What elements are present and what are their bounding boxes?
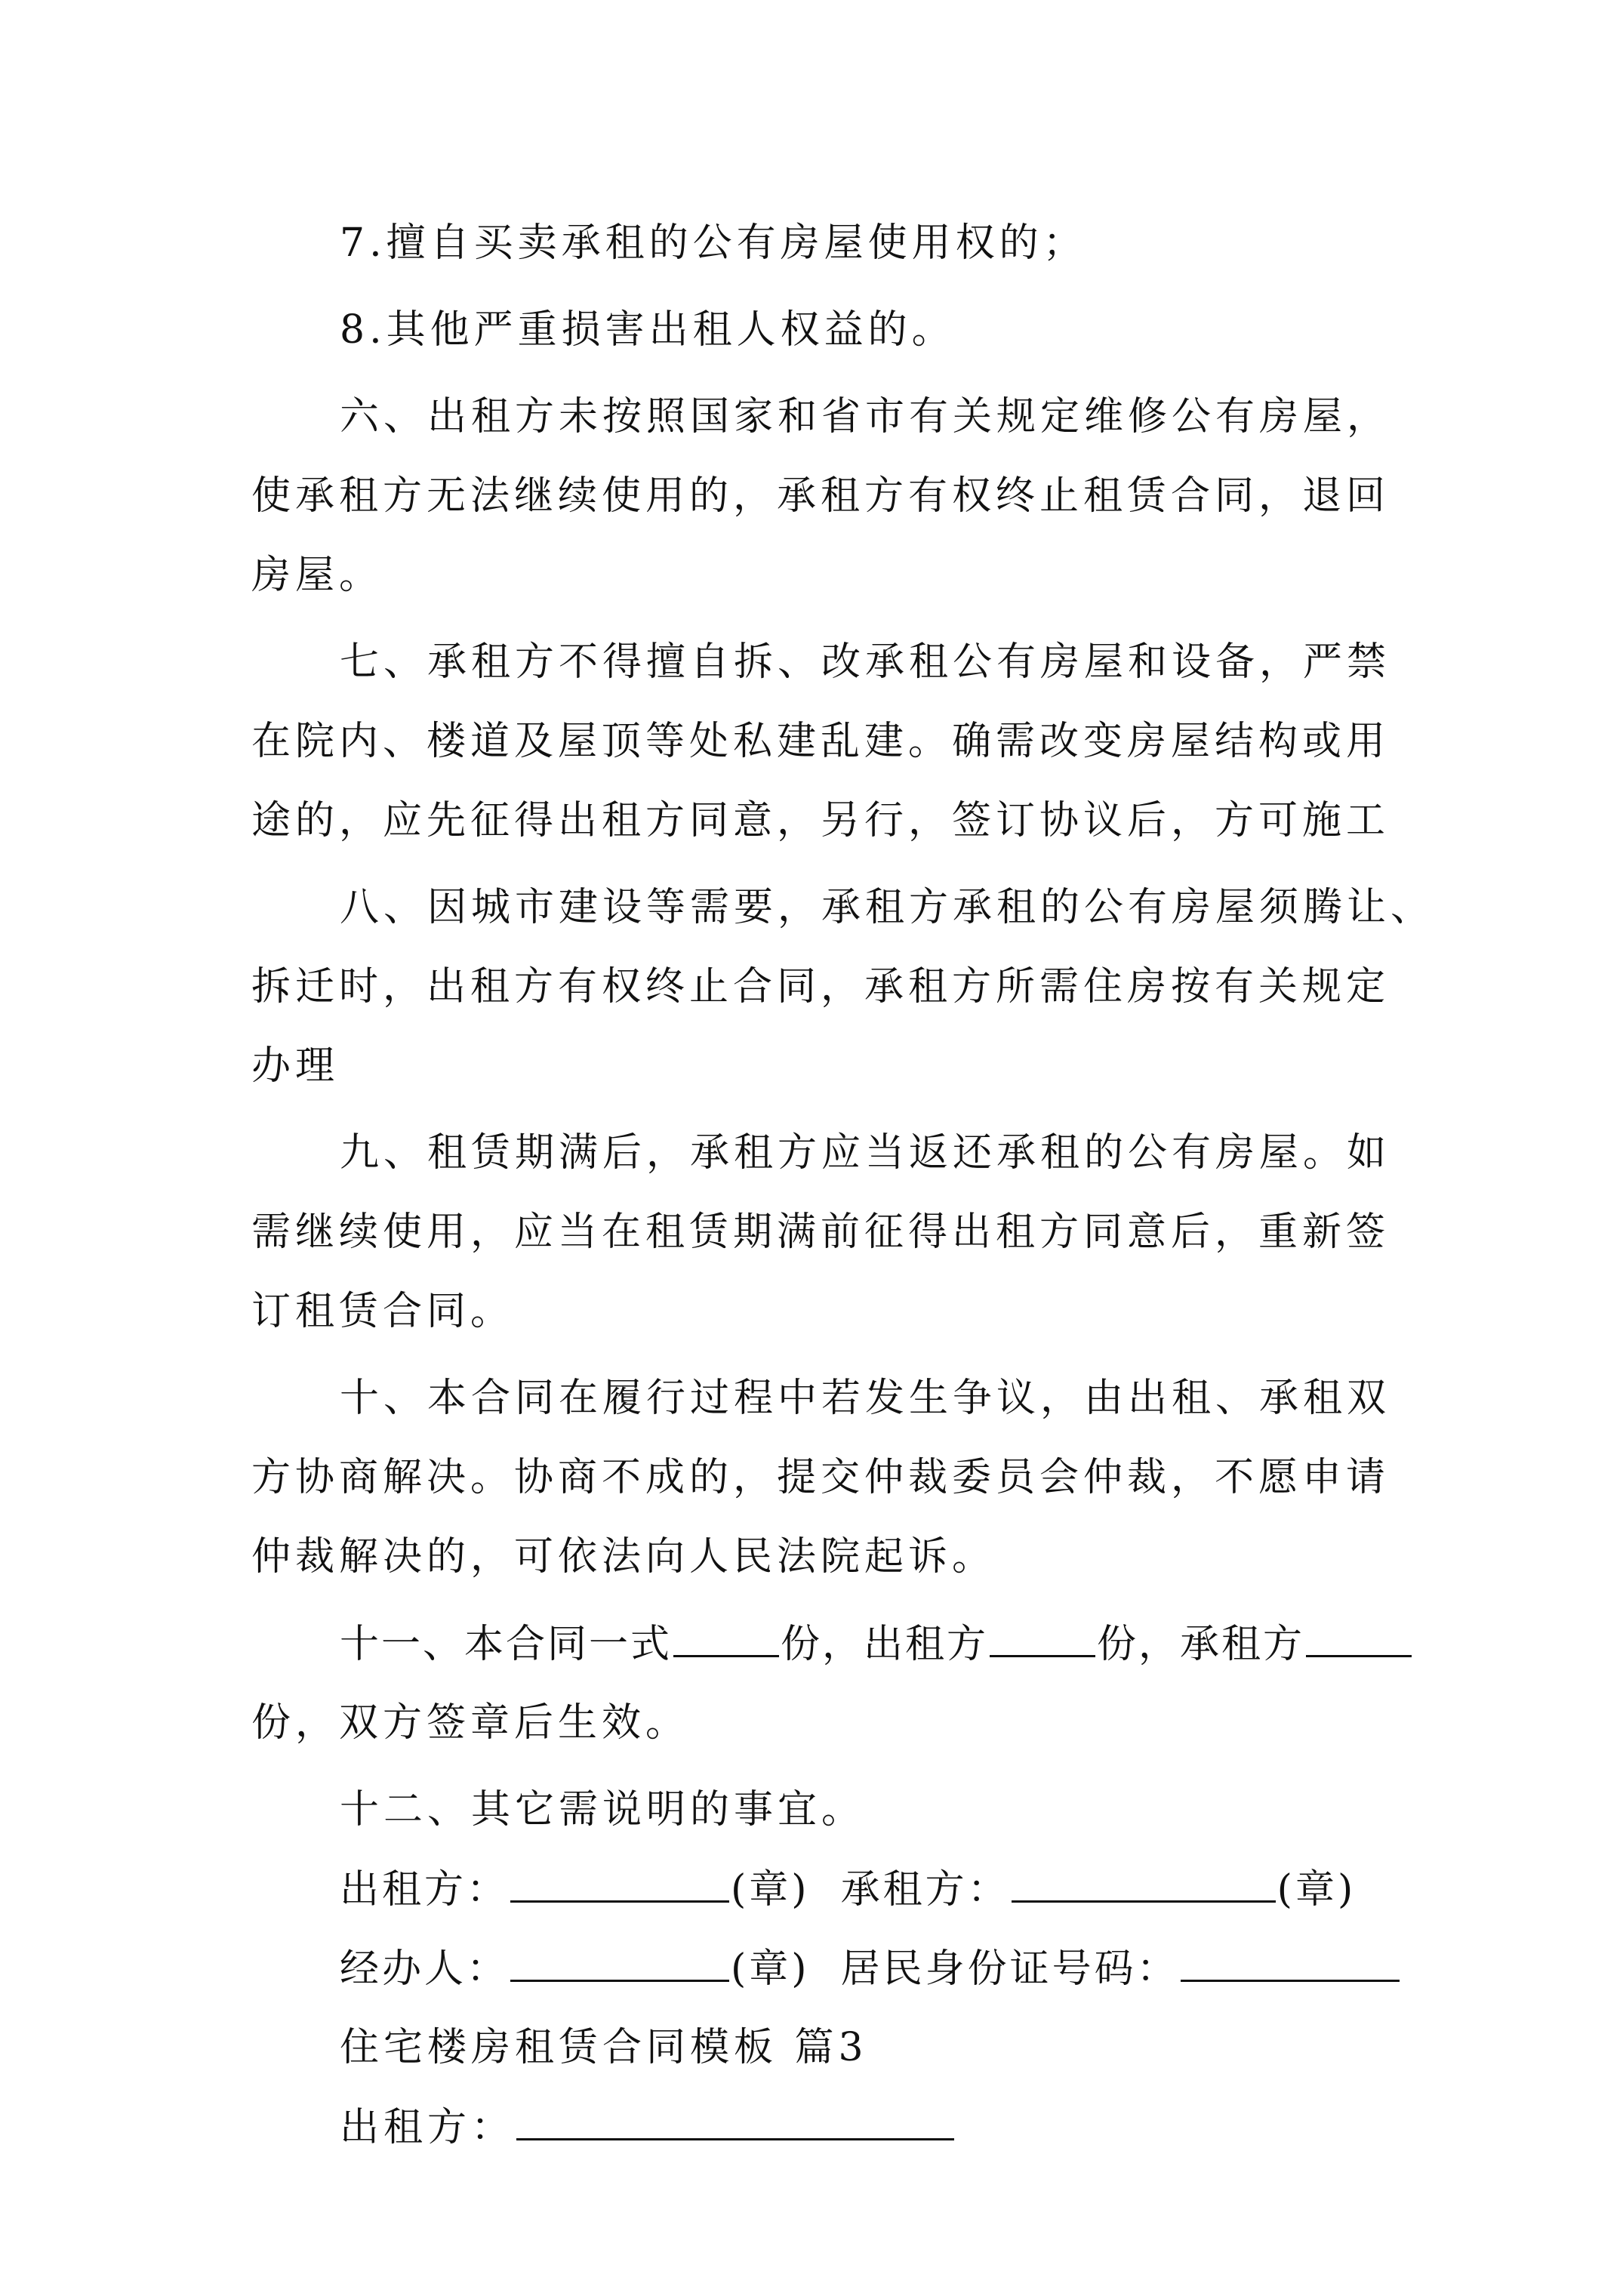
text-line: 方协商解决。协商不成的，提交仲裁委员会仲裁，不愿申请 [251, 1455, 1390, 1500]
clause-11-line [340, 1617, 1413, 1670]
lessor-name-blank[interactable] [516, 2100, 954, 2140]
text-line: 订租赁合同。 [251, 1289, 515, 1334]
seal-mark: (章) [1277, 1867, 1357, 1912]
text-line: 六、出租方未按照国家和省市有关规定维修公有房屋， [340, 394, 1391, 439]
text-line: 办理 [251, 1043, 340, 1089]
copies-lessor-blank[interactable] [990, 1617, 1095, 1657]
text-line: 仲裁解决的，可依法向人民法院起诉。 [251, 1534, 996, 1579]
text-line: 房屋。 [251, 553, 383, 598]
lessee-signature-blank[interactable] [1012, 1863, 1276, 1903]
text-line: 七、承租方不得擅自拆、改承租公有房屋和设备，严禁 [340, 639, 1391, 685]
lessor-line [340, 2100, 956, 2153]
lessor-label: 出租方： [340, 1867, 510, 1912]
text-line: 8.其他严重损害出租人权益的。 [340, 307, 956, 353]
text-line: 八、因城市建设等需要，承租方承租的公有房屋须腾让、 [340, 885, 1435, 930]
text-line: 份，双方签章后生效。 [251, 1700, 690, 1746]
text-line: 拆迁时，出租方有权终止合同，承租方所需住房按有关规定 [251, 964, 1390, 1009]
text-line: 十、本合同在履行过程中若发生争议，由出租、承租双 [340, 1376, 1391, 1421]
signature-line-2 [340, 1942, 1401, 1995]
copies-total-blank[interactable] [673, 1617, 779, 1657]
text-line: 九、租赁期满后，承租方应当返还承租的公有房屋。如 [340, 1130, 1391, 1176]
text-line: 十二、其它需说明的事宜。 [340, 1787, 866, 1832]
text-line: 在院内、楼道及屋顶等处私建乱建。确需改变房屋结构或用 [251, 719, 1390, 764]
clause-11-text: 份，承租方 [1097, 1622, 1305, 1667]
seal-mark: (章) [731, 1946, 810, 1992]
copies-lessee-blank[interactable] [1306, 1617, 1412, 1657]
lessor-signature-blank[interactable] [510, 1863, 729, 1903]
clause-11-text: 十一、本合同一式 [340, 1622, 673, 1667]
lessor-label: 出租方： [340, 2105, 516, 2150]
signature-line-1 [340, 1863, 1356, 1915]
agent-label: 经办人： [340, 1946, 510, 1992]
text-line: 7.擅自买卖承租的公有房屋使用权的； [340, 220, 1087, 266]
text-line: 途的，应先征得出租方同意，另行，签订协议后，方可施工 [251, 798, 1390, 843]
seal-mark: (章) [731, 1867, 810, 1912]
id-number-blank[interactable] [1181, 1942, 1400, 1982]
lessee-label: 承租方： [840, 1867, 1010, 1912]
section-title: 住宅楼房租赁合同模板 篇3 [340, 2025, 868, 2070]
text-line: 需继续使用，应当在租赁期满前征得出租方同意后，重新签 [251, 1210, 1390, 1255]
id-number-label: 居民身份证号码： [840, 1946, 1179, 1992]
agent-signature-blank[interactable] [510, 1942, 729, 1982]
text-line: 使承租方无法继续使用的，承租方有权终止租赁合同，退回 [251, 473, 1390, 519]
clause-11-text: 份，出租方 [781, 1622, 989, 1667]
